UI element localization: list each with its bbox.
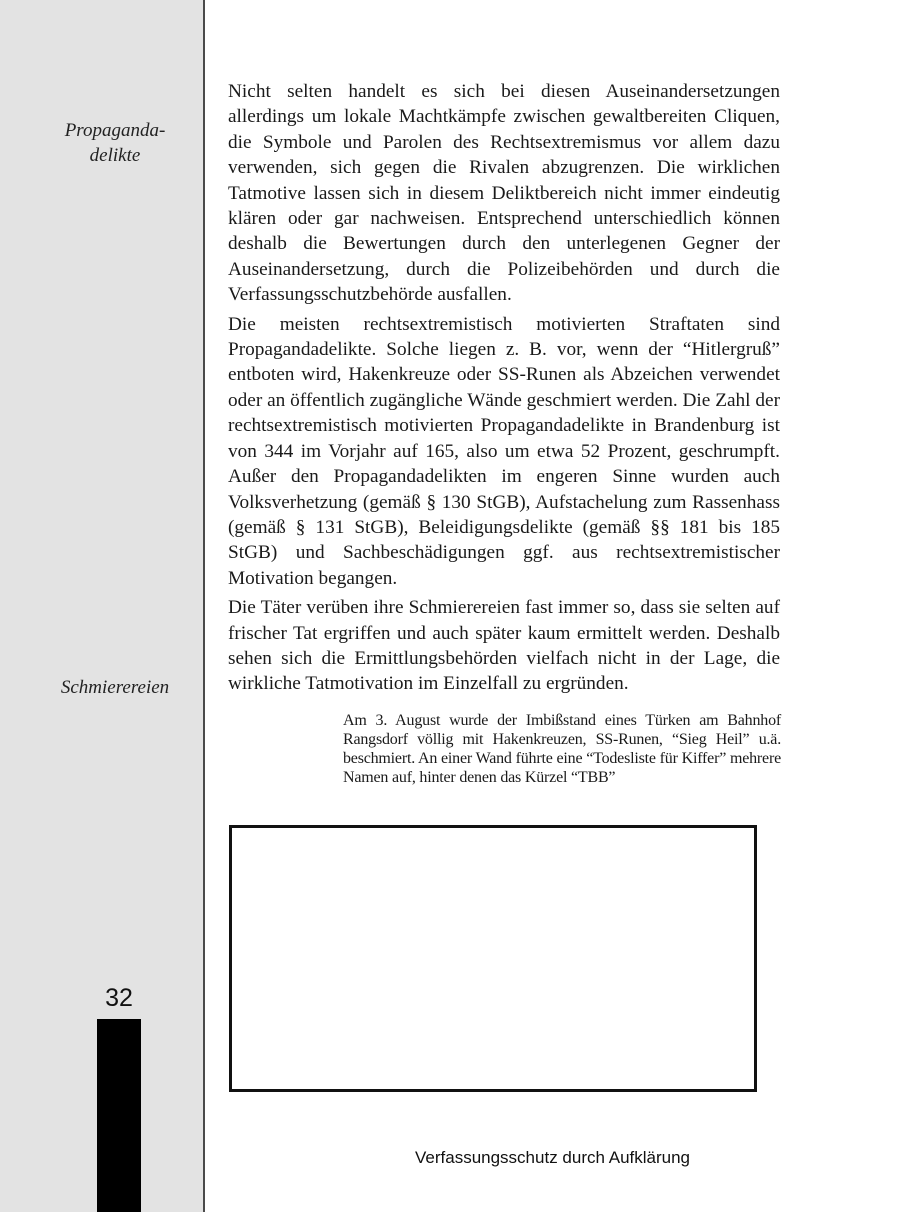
sidebar-divider — [203, 0, 205, 1212]
body-paragraph: Nicht selten handelt es sich bei diesen Auseinandersetzungen allerdings um lokale Machtkämpfe zwischen gewaltbereiten Cliquen, die Symbole und Parolen des Rechtsextremismus vor allem dazu verwenden, sich gegen die Rivalen abzugrenzen. Die wirklichen Tatmotive lassen sich in diesem Deliktbereich nicht immer eindeutig klären oder gar nachweisen. Entsprechend unterschiedlich können deshalb die Bewertungen durch den unterlegenen Gegner der Auseinandersetzung, durch die Polizeibehörden und durch die Verfassungsschutzbehörde ausfallen. — [228, 81, 780, 306]
body-paragraph: Die Täter verüben ihre Schmierereien fast immer so, dass sie selten auf frischer Tat ergriffen und auch später kaum ermittelt werden. Deshalb sehen sich die Ermittlungsbehörden vielfach nicht in der Lage, die wirkliche Tatmotivation im Einzelfall zu ergründen. — [228, 597, 780, 695]
photo-caption: Am 3. August wurde der Imbißstand eines Türken am Bahnhof Rangsdorf völlig mit Hakenkreuzen, SS-Runen, “Sieg Heil” u.ä. beschmiert. An einer Wand führte eine “Todesliste für Kiffer” mehrere Namen auf, hinter denen das Kürzel “TBB” — [343, 712, 781, 786]
margin-note-line: delikte — [89, 145, 141, 166]
margin-note-line: Propaganda- — [64, 120, 166, 141]
page-number: 32 — [105, 984, 133, 1012]
page-number-bar — [97, 1019, 141, 1212]
body-paragraph: Die meisten rechtsextremistisch motivierten Straftaten sind Propagandadelikte. Solche liegen z. B. vor, wenn der “Hitlergruß” entboten wird, Hakenkreuze oder SS-Runen als Abzeichen verwendet oder an öffentlich zugängliche Wände geschmiert werden. Die Zahl der rechtsextremistisch motivierten Propagandadelikte in Brandenburg ist von 344 im Vorjahr auf 165, also um etwa 52 Prozent, geschrumpft. Außer den Propagandadelikten im engeren Sinne wurden auch Volksverhetzung (gemäß § 130 StGB), Aufstachelung zum Rassenhass (gemäß § 131 StGB), Beleidigungsdelikte (gemäß §§ 181 bis 185 StGB) und Sachbeschädigungen ggf. aus rechtsextremistischer Motivation begangen. — [228, 313, 780, 589]
margin-note-schmierereien — [30, 675, 200, 700]
photo-frame — [229, 825, 757, 1092]
page-footer: Verfassungsschutz durch Aufklärung — [415, 1148, 690, 1167]
body-text — [228, 79, 780, 701]
margin-note-line: Schmierereien — [60, 677, 170, 698]
margin-note-propagandadelikte — [30, 118, 200, 168]
